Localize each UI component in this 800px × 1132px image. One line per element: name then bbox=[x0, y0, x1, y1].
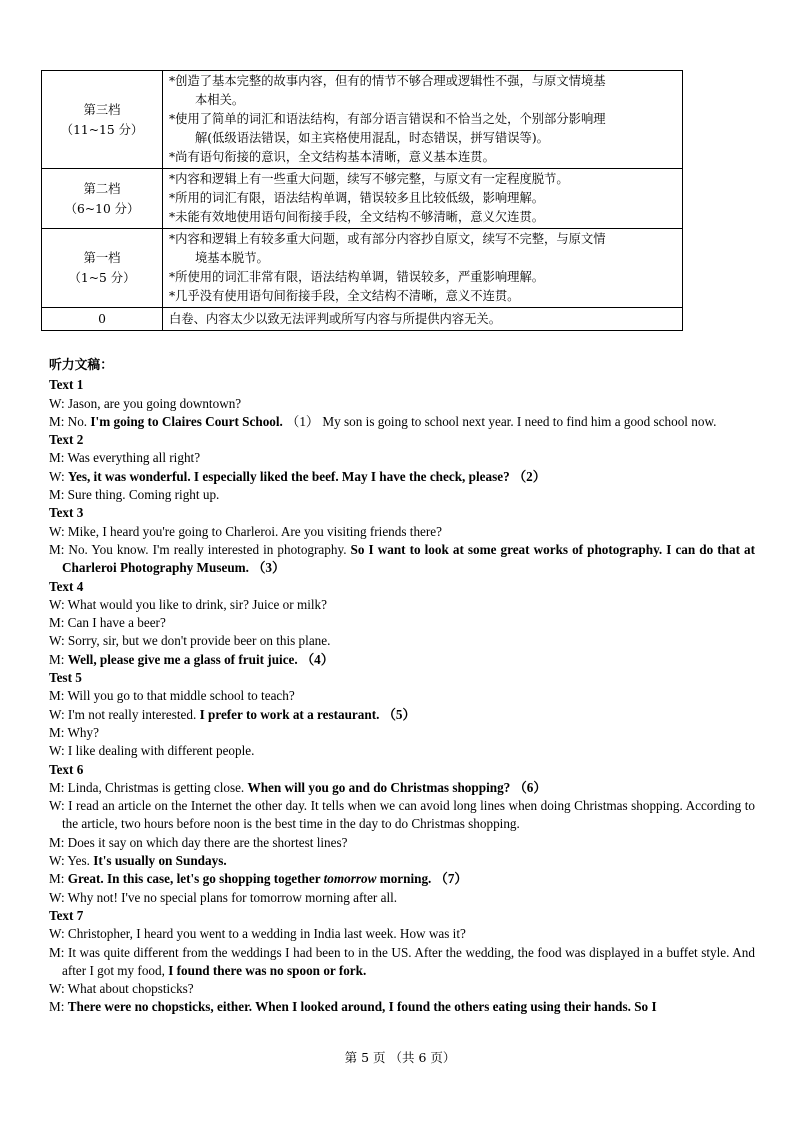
text-2-title: Text 2 bbox=[49, 432, 84, 448]
dialogue-line: M: Sure thing. Coming right up. bbox=[49, 487, 220, 503]
rubric-level-name: 第三档 bbox=[83, 102, 121, 117]
rubric-level-cell bbox=[42, 229, 163, 308]
transcript-heading: 听力文稿： bbox=[49, 358, 113, 373]
dialogue-line: W: I like dealing with different people. bbox=[49, 743, 255, 759]
dialogue-line: M: No. You know. I'm really interested in photography. So I want to look at some great works of photography. I can do that at Charleroi Photography Museum. （3） bbox=[49, 541, 755, 576]
dialogue-line: M: Linda, Christmas is getting close. When will you go and do Christmas shopping? （6） bbox=[49, 779, 547, 795]
dialogue-line: M: Great. In this case, let's go shopping together tomorrow morning. （7） bbox=[49, 871, 468, 887]
text-3-title: Text 3 bbox=[49, 505, 84, 521]
rubric-description-cell bbox=[163, 169, 683, 229]
dialogue-line: W: What would you like to drink, sir? Juice or milk? bbox=[49, 596, 327, 612]
dialogue-line: M: Does it say on which day there are the shortest lines? bbox=[49, 834, 348, 850]
dialogue-line: M: Can I have a beer? bbox=[49, 615, 166, 631]
dialogue-line: W: Mike, I heard you're going to Charleroi. Are you visiting friends there? bbox=[49, 523, 443, 539]
rubric-row-level-3 bbox=[42, 71, 683, 169]
rubric-criterion: *使用了简单的词汇和语法结构，有部分语言错误和不恰当之处，个别部分影响理 解(低级语法错误，如主宾格使用混乱，时态错误，拼写错误等)。 bbox=[169, 112, 606, 145]
rubric-level-cell bbox=[42, 169, 163, 229]
dialogue-line: W: Yes, it was wonderful. I especially liked the beef. May I have the check, please? （2） bbox=[49, 468, 546, 484]
text-7-title: Text 7 bbox=[49, 907, 84, 923]
dialogue-line: W: Jason, are you going downtown? bbox=[49, 395, 242, 411]
dialogue-line: W: I'm not really interested. I prefer to work at a restaurant. （5） bbox=[49, 706, 416, 722]
dialogue-line: M: Will you go to that middle school to teach? bbox=[49, 688, 295, 704]
rubric-criterion: *内容和逻辑上有较多重大问题，或有部分内容抄自原文，续写不完整，与原文情 境基本脱节。 bbox=[169, 232, 606, 265]
rubric-level-range: （6~10 分） bbox=[64, 201, 140, 216]
dialogue-line: W: Yes. It's usually on Sundays. bbox=[49, 853, 227, 869]
rubric-description-cell bbox=[163, 229, 683, 308]
dialogue-line: W: Sorry, sir, but we don't provide beer on this plane. bbox=[49, 633, 331, 649]
rubric-description-cell: 白卷、内容太少以致无法评判或所写内容与所提供内容无关。 bbox=[163, 308, 683, 331]
rubric-criterion: *尚有语句衔接的意识，全文结构基本清晰，意义基本连贯。 bbox=[169, 150, 495, 164]
rubric-level-cell bbox=[42, 71, 163, 169]
rubric-row-level-0 bbox=[42, 308, 683, 331]
text-5-title: Test 5 bbox=[49, 670, 82, 686]
scoring-rubric-table bbox=[41, 70, 683, 331]
dialogue-line: W: I read an article on the Internet the other day. It tells when we can avoid long lines when doing Christmas shopping. According to the article, two hours before noon is the best time in the day to do Christmas shopping. bbox=[49, 798, 755, 832]
dialogue-line: M: No. I'm going to Claires Court School. （1） My son is going to school next year. I need to find him a good school now. bbox=[49, 413, 717, 429]
rubric-level-cell: 0 bbox=[42, 308, 163, 331]
text-1-title: Text 1 bbox=[49, 377, 84, 393]
rubric-criterion: *所使用的词汇非常有限，语法结构单调，错误较多，严重影响理解。 bbox=[169, 270, 545, 284]
rubric-level-name: 第一档 bbox=[83, 251, 121, 265]
rubric-row-level-1 bbox=[42, 229, 683, 308]
rubric-level-range: （11~15 分） bbox=[60, 122, 144, 137]
dialogue-line: M: Why? bbox=[49, 724, 99, 740]
rubric-row-level-2 bbox=[42, 169, 683, 229]
rubric-criterion: *创造了基本完整的故事内容，但有的情节不够合理或逻辑性不强，与原文情境基 本相关。 bbox=[169, 74, 606, 107]
dialogue-line: M: It was quite different from the weddings I had been to in the US. After the wedding, the food was displayed in a buffet style. And after I got my food, I found there was no spoon or fork. bbox=[49, 944, 755, 978]
rubric-level-range: （1~5 分） bbox=[68, 271, 136, 285]
rubric-criterion: *内容和逻辑上有一些重大问题，续写不够完整，与原文有一定程度脱节。 bbox=[169, 172, 569, 186]
listening-transcript bbox=[49, 357, 755, 1017]
dialogue-line: M: Well, please give me a glass of fruit juice. （4） bbox=[49, 651, 334, 667]
text-6-title: Text 6 bbox=[49, 761, 84, 777]
rubric-criterion: *几乎没有使用语句间衔接手段，全文结构不清晰，意义不连贯。 bbox=[169, 289, 520, 303]
dialogue-line: M: There were no chopsticks, either. When I looked around, I found the others eating using their hands. So I bbox=[49, 999, 657, 1015]
dialogue-line: M: Was everything all right? bbox=[49, 450, 201, 466]
dialogue-line: W: Why not! I've no special plans for tomorrow morning after all. bbox=[49, 889, 398, 905]
dialogue-line: W: What about chopsticks? bbox=[49, 981, 194, 997]
text-4-title: Text 4 bbox=[49, 578, 84, 594]
rubric-criterion: *未能有效地使用语句间衔接手段，全文结构不够清晰，意义欠连贯。 bbox=[169, 210, 545, 224]
page-number-footer: 第 5 页 （共 6 页） bbox=[344, 1050, 456, 1065]
rubric-criterion: *所用的词汇有限，语法结构单调，错误较多且比较低级，影响理解。 bbox=[169, 191, 545, 205]
rubric-level-name: 第二档 bbox=[83, 181, 121, 196]
dialogue-line: W: Christopher, I heard you went to a wedding in India last week. How was it? bbox=[49, 926, 466, 942]
rubric-description-cell bbox=[163, 71, 683, 169]
